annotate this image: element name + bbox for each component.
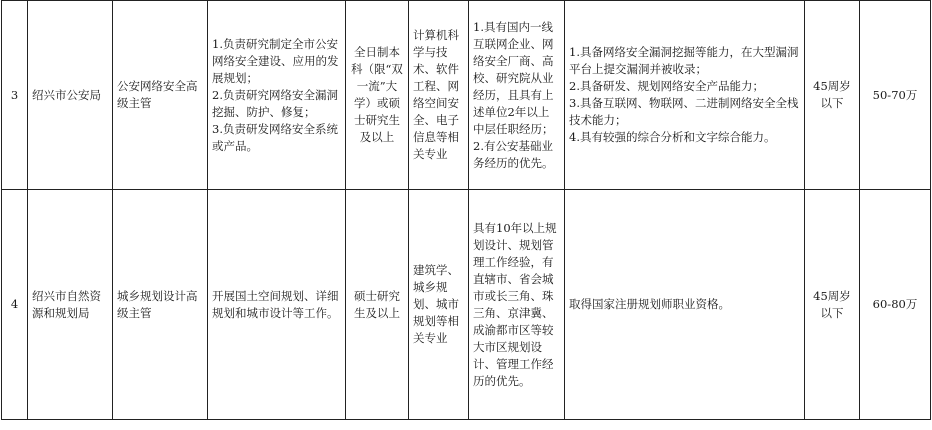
requirement-item: 3.具备互联网、物联网、二进制网络安全全栈技术能力； bbox=[569, 96, 799, 127]
position-cell: 公安网络安全高级主管 bbox=[113, 1, 208, 190]
age-cell: 45周岁以下 bbox=[805, 1, 860, 190]
requirements-cell bbox=[565, 1, 805, 190]
experience-item: 具有10年以上规划设计、规划管理工作经验，有直辖市、省会城市或长三角、珠三角、京津冀、成渝都市区等较大市区规划设计、管理工作经历的优先。 bbox=[473, 220, 557, 388]
education-cell: 全日制本科（限“双一流”大学）或硕士研究生及以上 bbox=[346, 1, 409, 190]
duties-cell bbox=[208, 190, 346, 420]
requirement-item: 1.具备网络安全漏洞挖掘等能力，在大型漏洞平台上提交漏洞并被收录； bbox=[569, 45, 799, 76]
duty-item: 3.负责研发网络安全系统或产品。 bbox=[212, 121, 338, 153]
experience-cell bbox=[469, 1, 565, 190]
unit-cell: 绍兴市自然资源和规划局 bbox=[28, 190, 113, 420]
salary-cell: 50-70万 bbox=[860, 1, 931, 190]
duties-cell bbox=[208, 1, 346, 190]
table-row bbox=[2, 190, 931, 420]
major-cell: 计算机科学与技术、软件工程、网络空间安全、电子信息等相关专业 bbox=[409, 1, 469, 190]
duty-item: 2.负责研究网络安全漏洞挖掘、防护、修复； bbox=[212, 87, 338, 119]
experience-item: 1.具有国内一线互联网企业、网络安全厂商、高校、研究院从业经历，且具有上述单位2年以上中层任职经历； bbox=[473, 19, 554, 136]
position-cell: 城乡规划设计高级主管 bbox=[113, 190, 208, 420]
duty-item: 1.负责研究制定全市公安网络安全建设、应用的发展规划； bbox=[212, 36, 339, 85]
unit-cell: 绍兴市公安局 bbox=[28, 1, 113, 190]
experience-cell bbox=[469, 190, 565, 420]
salary-cell: 60-80万 bbox=[860, 190, 931, 420]
requirement-item: 取得国家注册规划师职业资格。 bbox=[569, 297, 730, 311]
recruitment-table bbox=[1, 0, 931, 420]
duty-item: 开展国土空间规划、详细规划和城市设计等工作。 bbox=[212, 288, 339, 320]
education-cell: 硕士研究生及以上 bbox=[346, 190, 409, 420]
requirement-item: 2.具备研发、规划网络安全产品能力； bbox=[569, 79, 764, 93]
major-cell: 建筑学、城乡规划、城市规划等相关专业 bbox=[409, 190, 469, 420]
row-number: 3 bbox=[2, 1, 28, 190]
requirement-item: 4.具有较强的综合分析和文字综合能力。 bbox=[569, 130, 776, 144]
age-cell: 45周岁以下 bbox=[805, 190, 860, 420]
requirements-cell bbox=[565, 190, 805, 420]
table-row bbox=[2, 1, 931, 190]
experience-item: 2.有公安基础业务经历的优先。 bbox=[473, 138, 554, 170]
row-number: 4 bbox=[2, 190, 28, 420]
